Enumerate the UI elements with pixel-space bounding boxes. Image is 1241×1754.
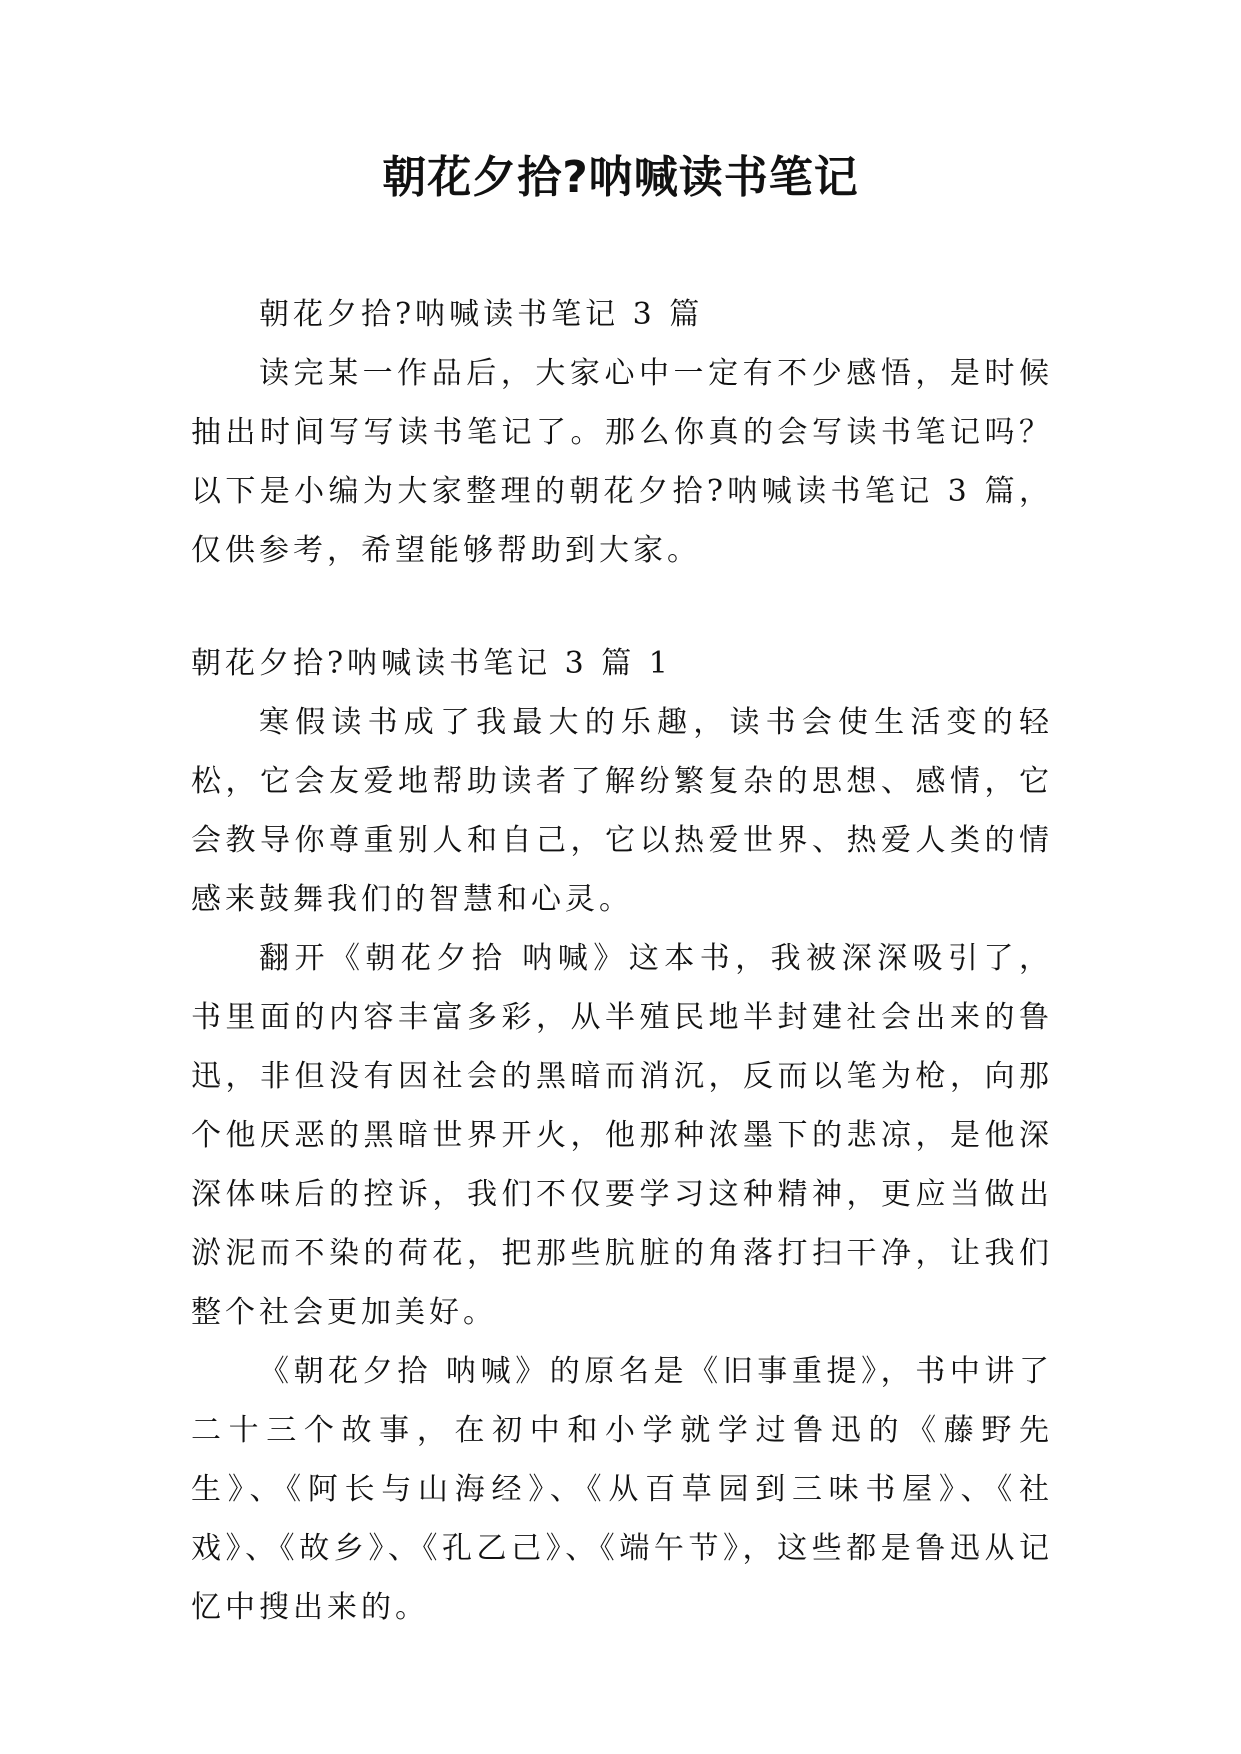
document-body [191,285,1053,1637]
body-paragraph-1: 寒假读书成了我最大的乐趣，读书会使生活变的轻松，它会友爱地帮助读者了解纷繁复杂的思想、感情，它会教导你尊重别人和自己，它以热爱世界、热爱人类的情感来鼓舞我们的智慧和心灵。 [191,705,1053,917]
body-paragraph-3: 《朝花夕拾 呐喊》的原名是《旧事重提》，书中讲了二十三个故事，在初中和小学就学过鲁迅的《藤野先生》、《阿长与山海经》、《从百草园到三味书屋》、《社戏》、《故乡》、《孔乙己》、《端午节》，这些都是鲁迅从记忆中搜出来的。 [191,1354,1053,1625]
document-subtitle: 朝花夕拾?呐喊读书笔记 3 篇 [259,297,704,332]
document-title: 朝花夕拾?呐喊读书笔记 [382,152,859,203]
body-paragraph-2: 翻开《朝花夕拾 呐喊》这本书，我被深深吸引了，书里面的内容丰富多彩，从半殖民地半封建社会出来的鲁迅，非但没有因社会的黑暗而消沉，反而以笔为枪，向那个他厌恶的黑暗世界开火，他那种浓墨下的悲凉，是他深深体味后的控诉，我们不仅要学习这种精神，更应当做出淤泥而不染的荷花，把那些肮脏的角落打扫干净，让我们整个社会更加美好。 [191,941,1053,1330]
intro-paragraph: 读完某一作品后，大家心中一定有不少感悟，是时候抽出时间写写读书笔记了。那么你真的会写读书笔记吗？以下是小编为大家整理的朝花夕拾?呐喊读书笔记 3 篇，仅供参考，希望能够帮助到大家。 [191,356,1053,568]
section-heading: 朝花夕拾?呐喊读书笔记 3 篇 1 [191,646,672,681]
